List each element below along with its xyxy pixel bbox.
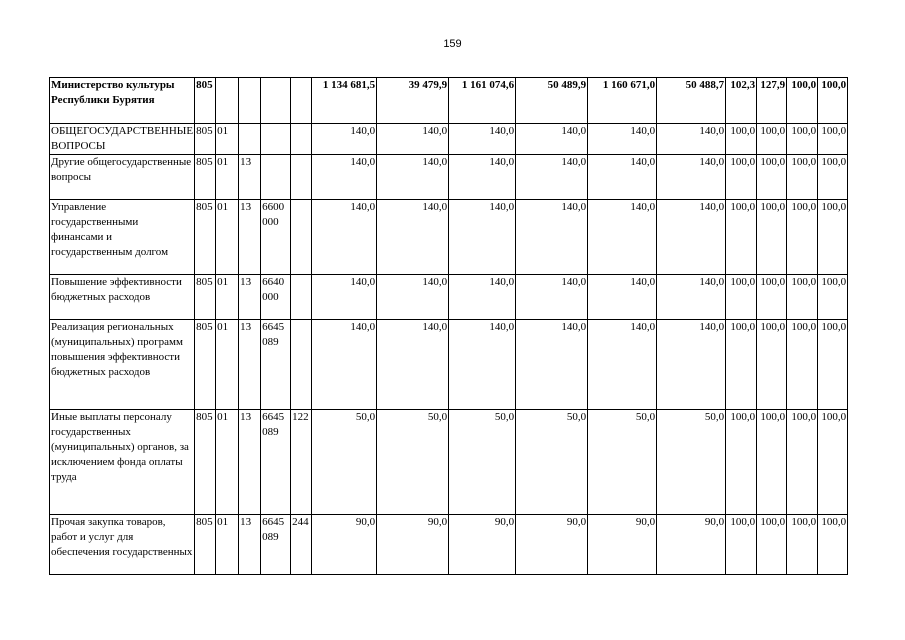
cell-percent: 100,0: [818, 124, 848, 155]
cell-percent: 100,0: [726, 410, 757, 515]
cell-value: 140,0: [377, 200, 449, 275]
cell-vr: 122: [291, 410, 312, 515]
cell-gr: 805: [195, 155, 216, 200]
cell-value: 140,0: [449, 155, 516, 200]
cell-pr: [239, 124, 261, 155]
cell-value: 140,0: [516, 275, 588, 320]
cell-pr: 13: [239, 410, 261, 515]
cell-value: 140,0: [449, 275, 516, 320]
cell-csr: 6645 089: [261, 320, 291, 410]
cell-value: 140,0: [449, 320, 516, 410]
cell-gr: 805: [195, 515, 216, 575]
cell-percent: 100,0: [757, 515, 787, 575]
cell-vr: [291, 275, 312, 320]
cell-value: 50,0: [516, 410, 588, 515]
table-row: [50, 410, 848, 515]
cell-vr: [291, 155, 312, 200]
cell-value: 140,0: [588, 124, 657, 155]
table-row: [50, 515, 848, 575]
cell-value: 140,0: [312, 200, 377, 275]
cell-rz: 01: [216, 124, 239, 155]
cell-value: 140,0: [377, 275, 449, 320]
cell-gr: 805: [195, 124, 216, 155]
cell-csr: 6600 000: [261, 200, 291, 275]
cell-csr: 6645 089: [261, 410, 291, 515]
cell-percent: 100,0: [818, 410, 848, 515]
row-name: Реализация региональных (муниципальных) программ повышения эффективности бюджетных расходов: [50, 320, 195, 410]
cell-value: 50,0: [377, 410, 449, 515]
cell-percent: 100,0: [818, 78, 848, 124]
cell-value: 50,0: [588, 410, 657, 515]
cell-percent: 100,0: [726, 515, 757, 575]
cell-rz: 01: [216, 155, 239, 200]
table-row: [50, 320, 848, 410]
cell-value: 140,0: [657, 320, 726, 410]
cell-value: 140,0: [516, 155, 588, 200]
cell-value: 140,0: [516, 124, 588, 155]
cell-value: 50,0: [657, 410, 726, 515]
table-row: [50, 78, 848, 124]
cell-gr: 805: [195, 320, 216, 410]
cell-value: 140,0: [449, 200, 516, 275]
cell-percent: 100,0: [726, 275, 757, 320]
cell-value: 90,0: [588, 515, 657, 575]
cell-gr: 805: [195, 78, 216, 124]
cell-percent: 100,0: [787, 200, 818, 275]
cell-percent: 100,0: [757, 320, 787, 410]
cell-value: 39 479,9: [377, 78, 449, 124]
cell-pr: 13: [239, 515, 261, 575]
table-row: [50, 275, 848, 320]
cell-csr: [261, 155, 291, 200]
cell-percent: 100,0: [818, 275, 848, 320]
cell-csr: [261, 124, 291, 155]
cell-percent: 100,0: [787, 78, 818, 124]
cell-value: 50,0: [312, 410, 377, 515]
cell-value: 140,0: [516, 200, 588, 275]
cell-value: 50 489,9: [516, 78, 588, 124]
cell-value: 1 134 681,5: [312, 78, 377, 124]
table-row: [50, 124, 848, 155]
cell-csr: [261, 78, 291, 124]
cell-value: 140,0: [588, 275, 657, 320]
cell-value: 140,0: [312, 275, 377, 320]
table-row: [50, 200, 848, 275]
cell-value: 1 161 074,6: [449, 78, 516, 124]
cell-vr: [291, 320, 312, 410]
cell-vr: [291, 200, 312, 275]
cell-percent: 100,0: [818, 320, 848, 410]
cell-rz: 01: [216, 515, 239, 575]
cell-value: 140,0: [312, 124, 377, 155]
cell-percent: 100,0: [726, 124, 757, 155]
budget-table: [49, 77, 848, 575]
cell-gr: 805: [195, 275, 216, 320]
cell-gr: 805: [195, 200, 216, 275]
cell-value: 140,0: [377, 155, 449, 200]
row-name: Министерство культуры Республики Бурятия: [50, 78, 195, 124]
cell-value: 140,0: [516, 320, 588, 410]
cell-percent: 100,0: [818, 200, 848, 275]
cell-value: 50,0: [449, 410, 516, 515]
cell-percent: 100,0: [726, 320, 757, 410]
table-row: [50, 155, 848, 200]
cell-gr: 805: [195, 410, 216, 515]
cell-rz: [216, 78, 239, 124]
row-name: Другие общегосударственные вопросы: [50, 155, 195, 200]
row-name: Прочая закупка товаров, работ и услуг для обеспечения государственных: [50, 515, 195, 575]
cell-percent: 100,0: [757, 410, 787, 515]
cell-value: 140,0: [377, 124, 449, 155]
cell-percent: 100,0: [726, 200, 757, 275]
cell-value: 90,0: [449, 515, 516, 575]
cell-percent: 127,9: [757, 78, 787, 124]
cell-csr: 6645 089: [261, 515, 291, 575]
cell-value: 50 488,7: [657, 78, 726, 124]
cell-vr: [291, 78, 312, 124]
cell-pr: 13: [239, 155, 261, 200]
cell-percent: 100,0: [787, 124, 818, 155]
cell-percent: 100,0: [787, 275, 818, 320]
cell-value: 140,0: [312, 155, 377, 200]
cell-percent: 100,0: [726, 155, 757, 200]
cell-percent: 100,0: [818, 515, 848, 575]
cell-value: 1 160 671,0: [588, 78, 657, 124]
cell-pr: 13: [239, 200, 261, 275]
cell-rz: 01: [216, 200, 239, 275]
cell-percent: 100,0: [787, 410, 818, 515]
cell-value: 90,0: [312, 515, 377, 575]
cell-value: 140,0: [449, 124, 516, 155]
cell-value: 140,0: [588, 155, 657, 200]
cell-rz: 01: [216, 320, 239, 410]
cell-percent: 100,0: [757, 155, 787, 200]
cell-value: 140,0: [588, 200, 657, 275]
cell-percent: 100,0: [757, 124, 787, 155]
cell-vr: 244: [291, 515, 312, 575]
cell-percent: 100,0: [757, 275, 787, 320]
cell-vr: [291, 124, 312, 155]
cell-value: 140,0: [657, 200, 726, 275]
page-number: 159: [443, 38, 462, 50]
cell-value: 140,0: [377, 320, 449, 410]
row-name: Иные выплаты персоналу государственных (муниципальных) органов, за исключением фонда оплаты труда: [50, 410, 195, 515]
cell-rz: 01: [216, 410, 239, 515]
cell-value: 90,0: [516, 515, 588, 575]
cell-pr: [239, 78, 261, 124]
cell-value: 90,0: [377, 515, 449, 575]
cell-value: 140,0: [657, 155, 726, 200]
cell-csr: 6640 000: [261, 275, 291, 320]
row-name: Управление государственными финансами и государственным долгом: [50, 200, 195, 275]
cell-value: 140,0: [588, 320, 657, 410]
cell-percent: 100,0: [787, 320, 818, 410]
cell-percent: 100,0: [757, 200, 787, 275]
cell-value: 140,0: [312, 320, 377, 410]
cell-pr: 13: [239, 275, 261, 320]
cell-pr: 13: [239, 320, 261, 410]
cell-value: 140,0: [657, 275, 726, 320]
cell-percent: 102,3: [726, 78, 757, 124]
cell-value: 90,0: [657, 515, 726, 575]
cell-percent: 100,0: [787, 515, 818, 575]
cell-value: 140,0: [657, 124, 726, 155]
cell-percent: 100,0: [818, 155, 848, 200]
cell-rz: 01: [216, 275, 239, 320]
cell-percent: 100,0: [787, 155, 818, 200]
row-name: ОБЩЕГОСУДАРСТВЕННЫЕ ВОПРОСЫ: [50, 124, 195, 155]
row-name: Повышение эффективности бюджетных расходов: [50, 275, 195, 320]
